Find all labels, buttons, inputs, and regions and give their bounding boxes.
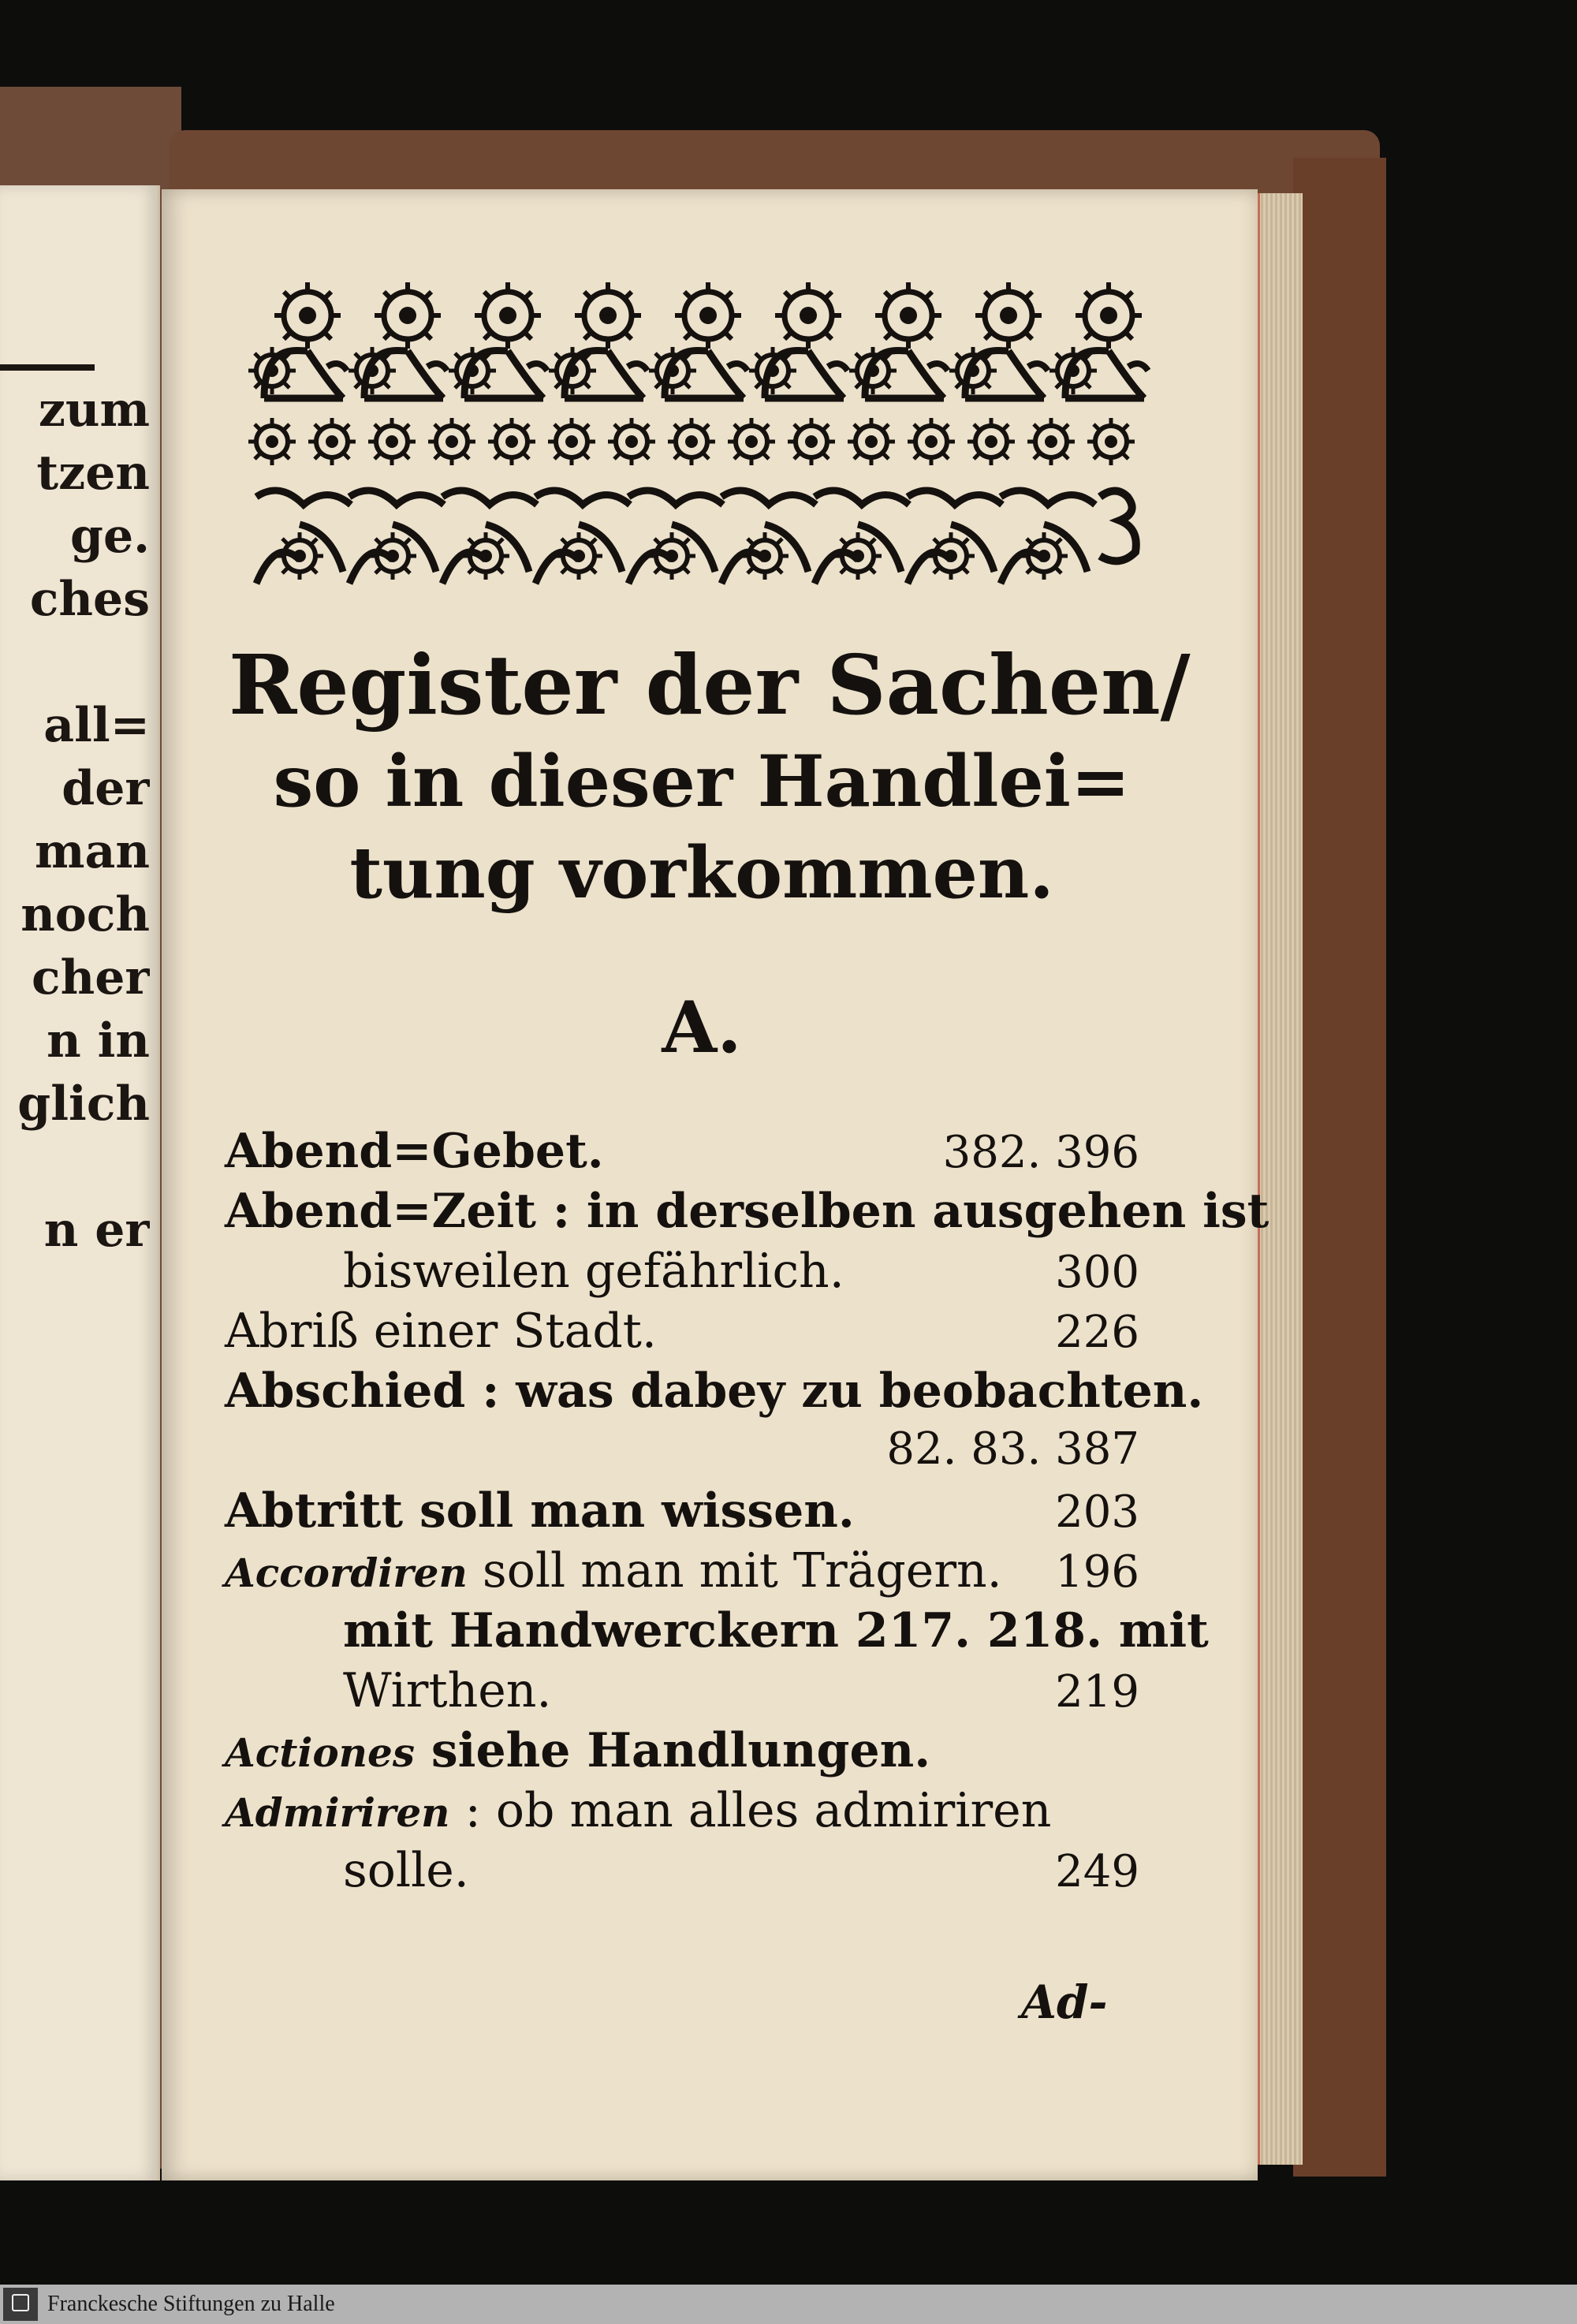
entry-pages: 226 <box>1055 1307 1139 1358</box>
entry-term: Abtritt soll man wissen. <box>225 1483 855 1539</box>
page-edges <box>1254 193 1303 2165</box>
entry-term: mit Handwerckern 217. 218. mit <box>343 1603 1209 1658</box>
index-entry-continuation <box>225 1603 1209 1663</box>
left-line: tzen <box>36 446 150 501</box>
entry-pages: 382. 396 <box>942 1127 1139 1178</box>
entry-pages: 249 <box>1055 1846 1139 1897</box>
entry-pages: 196 <box>1055 1546 1139 1598</box>
register-heading <box>229 635 1191 919</box>
left-page-rule <box>0 364 95 371</box>
index-entry-continuation <box>225 1663 1139 1723</box>
left-line: noch <box>21 887 150 942</box>
entry-pages: 203 <box>1055 1487 1139 1538</box>
entry-term <box>225 1783 1051 1838</box>
entry-term: Abend=Gebet. <box>225 1124 604 1179</box>
ornament-row-1 <box>248 282 1148 398</box>
catchword: Ad- <box>1021 1975 1108 2029</box>
left-line <box>0 1136 150 1199</box>
index-entry <box>225 1723 1139 1783</box>
left-line: glich <box>17 1076 150 1132</box>
heading-line-3: tung vorkommen. <box>349 831 1054 915</box>
left-line: man <box>35 824 150 879</box>
archive-footer-bar <box>0 2285 1577 2324</box>
entry-term: solle. <box>343 1843 469 1898</box>
left-line: all= <box>43 698 150 753</box>
book-cover-right <box>1293 158 1386 2177</box>
left-line: n in <box>47 1013 150 1069</box>
index-entry <box>225 1543 1139 1603</box>
left-line: n er <box>43 1203 150 1258</box>
entry-term-latin: Accordiren <box>225 1550 468 1596</box>
entry-pages: 82. 83. 387 <box>886 1423 1139 1475</box>
entry-term-latin: Actiones <box>225 1729 415 1776</box>
index-entry <box>225 1124 1139 1184</box>
index-entry-continuation <box>225 1244 1139 1304</box>
index-entry <box>225 1483 1139 1543</box>
entry-term-latin: Admiriren <box>225 1789 450 1836</box>
entry-pages: 300 <box>1055 1247 1139 1298</box>
index-entry <box>225 1363 1204 1423</box>
entry-term <box>225 1543 1002 1598</box>
heading-line-2: so in dieser Handlei= <box>273 740 1131 823</box>
entry-term-rest: siehe Handlungen. <box>415 1723 931 1778</box>
entry-term: Wirthen. <box>343 1663 552 1718</box>
entry-term-rest: : ob man alles admiriren <box>449 1783 1052 1838</box>
entry-term: bisweilen gefährlich. <box>343 1244 844 1299</box>
left-line: zum <box>38 382 150 438</box>
left-page-text <box>0 379 150 1262</box>
ornament-row-2 <box>248 418 1135 465</box>
entry-term: Abend=Zeit : in derselben ausgehen ist <box>225 1184 1269 1239</box>
left-line: der <box>62 761 150 816</box>
ornament-row-3 <box>256 491 1136 584</box>
entry-term-rest: soll man mit Trägern. <box>467 1543 1002 1598</box>
section-letter: A. <box>662 986 742 1069</box>
left-line: ches <box>29 572 150 627</box>
institution-logo-icon <box>3 2288 38 2321</box>
left-line <box>0 631 150 694</box>
index-entry-continuation <box>225 1843 1139 1903</box>
entry-term: Abriß einer Stadt. <box>225 1304 657 1359</box>
entry-term <box>225 1723 930 1778</box>
entry-term: Abschied : was dabey zu beobachten. <box>225 1363 1204 1419</box>
left-line: ge. <box>69 509 150 564</box>
index-entries <box>225 1124 1269 1903</box>
footer-institution-name: Franckesche Stiftungen zu Halle <box>47 2292 335 2316</box>
entry-pages: 219 <box>1055 1666 1139 1718</box>
heading-line-1: Register der Sachen/ <box>229 636 1191 733</box>
index-entry <box>225 1184 1269 1244</box>
index-entry <box>225 1783 1139 1843</box>
index-entry <box>225 1304 1139 1363</box>
floral-headpiece-ornament <box>248 280 1155 595</box>
index-entry-continuation <box>225 1423 1139 1483</box>
left-line: cher <box>32 950 150 1005</box>
